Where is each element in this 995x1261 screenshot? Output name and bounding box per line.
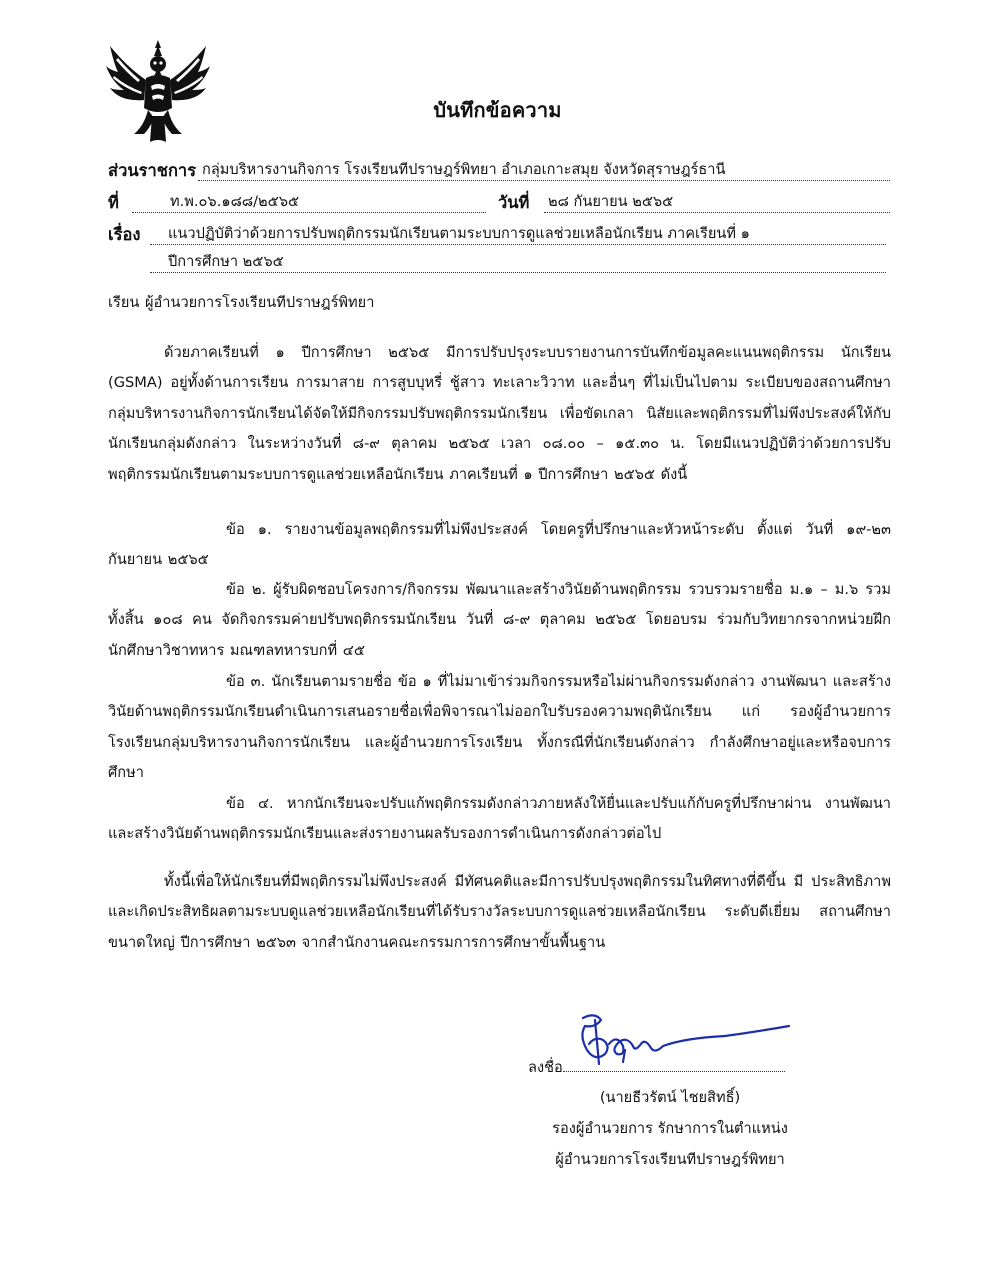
date-value: ๒๘ กันยายน ๒๕๖๕: [544, 192, 890, 213]
department-label: ส่วนราชการ: [108, 161, 197, 180]
subject-label: เรื่อง: [108, 225, 141, 244]
signature-line: [528, 1056, 785, 1079]
salutation: เรียน ผู้อำนวยการโรงเรียนทีปราษฎร์พิทยา: [108, 294, 375, 311]
item-1: ข้อ ๑. รายงานข้อมูลพฤติกรรมที่ไม่พึงประสงค์ โดยครูที่ปรึกษาและหัวหน้าระดับ ตั้งแต่ วันที่ ๑๙-๒๓ กันยายน ๒๕๖๕: [108, 521, 891, 569]
signature-dotted-line: [563, 1057, 785, 1072]
signer-position-2: ผู้อำนวยการโรงเรียนทีปราษฎร์พิทยา: [555, 1151, 785, 1168]
item-3: ข้อ ๓. นักเรียนตามรายชื่อ ข้อ ๑ ที่ไม่มาเข้าร่วมกิจกรรมหรือไม่ผ่านกิจกรรมดังกล่าว งานพัฒนา และสร้างวินัยด้านพฤติกรรมนักเรียนดำเนินการเสนอรายชื่อเพื่อพิจารณาไม่ออกใบรับรองความพฤตินักเรียน แก่ รองผู้อำนวยการโรงเรียนกลุ่มบริหารงานกิจการนักเรียน และผู้อำนวยการโรงเรียน ทั้งกรณีที่นักเรียนดังกล่าว กำลังศึกษาอยู่และหรือจบการศึกษา: [108, 673, 891, 782]
sign-label: ลงชื่อ: [528, 1059, 563, 1076]
date-label: วันที่: [498, 193, 530, 212]
item-4: ข้อ ๔. หากนักเรียนจะปรับแก้พฤติกรรมดังกล่าวภายหลังให้ยื่นและปรับแก้กับครูที่ปรึกษาผ่าน งานพัฒนาและสร้างวินัยด้านพฤติกรรมนักเรียนและส่งรายงานผลรับรองการดำเนินการดังกล่าวต่อไป: [108, 795, 891, 843]
subject-line-1: แนวปฏิบัติว่าด้วยการปรับพฤติกรรมนักเรียนตามระบบการดูแลช่วยเหลือนักเรียน ภาคเรียนที่ ๑: [150, 224, 886, 245]
ref-value: ท.พ.๐๖.๑๘๘/๒๕๖๕: [132, 192, 486, 213]
intro-paragraph: ด้วยภาคเรียนที่ ๑ ปีการศึกษา ๒๕๖๕ มีการปรับปรุงระบบรายงานการบันทึกข้อมูลคะแนนพฤติกรรม นักเรียน (GSMA) อยู่ทั้งด้านการเรียน การมาสาย การสูบบุหรี่ ชู้สาว ทะเลาะวิวาท และอื่นๆ ที่ไม่เป็นไปตาม ระเบียบของสถานศึกษา กลุ่มบริหารงานกิจการนักเรียนได้จัดให้มีกิจกรรมปรับพฤติกรรมนักเรียน เพื่อขัดเกลา นิสัยและพฤติกรรมที่ไม่พึงประสงค์ให้กับนักเรียนกลุ่มดังกล่าว ในระหว่างวันที่ ๘-๙ ตุลาคม ๒๕๖๕ เวลา ๐๘.๐๐ – ๑๕.๓๐ น. โดยมีแนวปฏิบัติว่าด้วยการปรับพฤติกรรมนักเรียนตามระบบการดูแลช่วยเหลือนักเรียน ภาคเรียนที่ ๑ ปีการศึกษา ๒๕๖๕ ดังนี้: [108, 344, 891, 483]
closing-paragraph: ทั้งนี้เพื่อให้นักเรียนที่มีพฤติกรรมไม่พึงประสงค์ มีทัศนคติและมีการปรับปรุงพฤติกรรมในทิศทางที่ดีขึ้น มี ประสิทธิภาพและเกิดประสิทธิผลตามระบบดูแลช่วยเหลือนักเรียนที่ได้รับรางวัลระบบการดูแลช่วยเหลือนักเรียน ระดับดีเยี่ยม สถานศึกษาขนาดใหญ่ ปีการศึกษา ๒๕๖๓ จากสำนักงานคณะกรรมการการศึกษาขั้นพื้นฐาน: [108, 873, 891, 951]
ref-row: [108, 190, 119, 216]
signer-name: (นายธีวรัตน์ ไชยสิทธิ์): [599, 1089, 741, 1106]
date-row: [498, 190, 529, 216]
item-2: ข้อ ๒. ผู้รับผิดชอบโครงการ/กิจกรรม พัฒนาและสร้างวินัยด้านพฤติกรรม รวบรวมรายชื่อ ม.๑ – ม.๖ รวมทั้งสิ้น ๑๐๘ คน จัดกิจกรรมค่ายปรับพฤติกรรมนักเรียน วันที่ ๘-๙ ตุลาคม ๒๕๖๕ โดยอบรม ร่วมกับวิทยากรจากหน่วยฝึกนักศึกษาวิชาทหาร มณฑลทหารบกที่ ๔๕: [108, 581, 891, 659]
memo-title: บันทึกข้อความ: [433, 98, 562, 122]
department-value: กลุ่มบริหารงานกิจการ โรงเรียนทีปราษฎร์พิทยา อำเภอเกาะสมุย จังหวัดสุราษฎร์ธานี: [198, 160, 890, 181]
subject-line-2: ปีการศึกษา ๒๕๖๕: [150, 252, 886, 273]
department-row: [108, 158, 196, 184]
subject-row: [108, 222, 140, 248]
signer-position-1: รองผู้อำนวยการ รักษาการในตำแหน่ง: [552, 1120, 788, 1137]
garuda-emblem-icon: [104, 38, 212, 146]
ref-label: ที่: [108, 193, 119, 212]
